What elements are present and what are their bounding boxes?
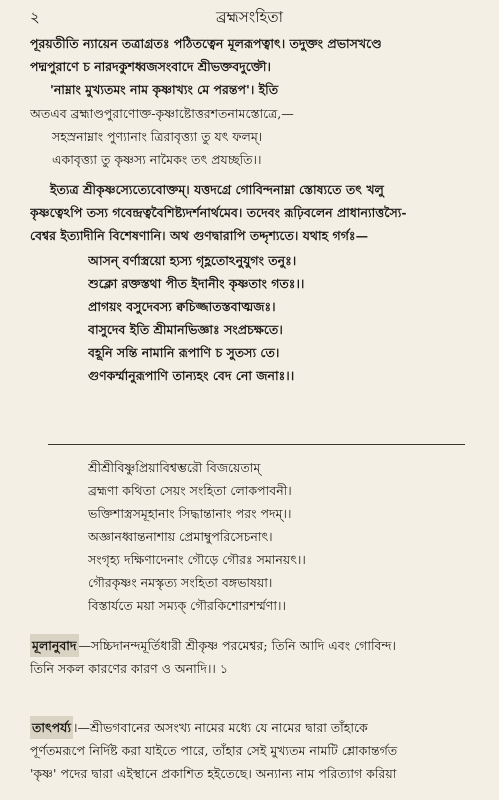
invocation: [88, 456, 477, 617]
verse-line: বাসুদেব ইতি শ্রীমানভিজ্ঞাঃ সংপ্রচক্ষতে।: [88, 322, 283, 337]
translation-text: —সচ্চিদানন্দমূর্তিধারী শ্রীকৃষ্ণ পরমেশ্বর; তিনি আদি এবং গোবিন্দ।: [78, 638, 397, 653]
translation: [30, 634, 477, 680]
section-divider: [48, 444, 465, 445]
verse-line: ভক্তিশাস্ত্রসমূহানাং সিদ্ধান্তানাং পরং পদম্।।: [88, 506, 292, 521]
invocation-heading: শ্রীশ্রীবিষ্ণুপ্রিয়াবিশ্বম্ভরৌ বিজয়েতাম্: [88, 460, 261, 475]
commentary-text: 'কৃষ্ণ' পদের দ্বারা এইস্থানে প্রকাশিত হইতেছে। অন্যান্য নাম পরিত্যাগ করিয়া: [30, 766, 397, 781]
verse-line: গুণকর্ম্মানুরূপাণি তান্যহং বেদ নো জনাঃ।।: [88, 368, 295, 383]
verse-line: গৌরকৃষ্ণং নমস্কৃত্য সংহিতা বঙ্গভাষয়া।: [88, 575, 273, 590]
verse-line: বিস্তার্যতে ময়া সম্যক্ গৌরকিশোরশর্ম্মণা।।: [88, 598, 286, 613]
commentary-text: ।—শ্রীভগবানের অসংখ্য নামের মধ্যে যে নামের দ্বারা তাঁহাকে: [73, 720, 368, 735]
commentary: [30, 716, 477, 785]
verse-line: অজ্ঞানধ্বান্তনাশায় প্রেমাম্বুপরিসেচনাৎ।: [88, 529, 273, 544]
running-title: ব্রহ্মসংহিতা: [215, 8, 283, 26]
verse-line: শুক্লো রক্তস্তথা পীত ইদানীং কৃষ্ণতাং গতঃ।।: [88, 276, 305, 291]
quote-intro: অতএব ব্রহ্মাণ্ডপুরাণোক্ত-কৃষ্ণাষ্টোত্তরশতনামস্তোত্রে,—: [30, 106, 294, 121]
text-line: বেশ্বর ইত্যাদীনি বিশেষণানি। অথ গুণদ্বারাপি তদ্দৃশ্যতে। যথাহ গর্গঃ—: [30, 228, 369, 243]
text-line: 'নাম্নাং মুখ্যতমং নাম কৃষ্ণাখ্যং মে পরন্তপ'। ইতি: [50, 82, 279, 97]
text-line: কৃষ্ণত্বেঽপি তস্য গবেন্দ্রত্ববৈশিষ্ট্যদর্শনার্থমেব। তদেবং রূঢ়িবলেন প্রাধান্যাত্তস্যৈ-: [30, 205, 407, 220]
verse-line: প্রাগয়ং বসুদেবস্য ক্বচিজ্জাতস্তবাত্মজঃ।: [88, 299, 276, 314]
paragraph-two: [30, 178, 477, 247]
verse-line: বহূনি সন্তি নামানি রূপাণি চ সুতস্য তে।: [88, 345, 280, 360]
verse-line: সহস্রনাম্নাং পুণ্যানাং ত্রিরাবৃত্ত্যা তু যৎ ফলম্।: [52, 129, 263, 144]
translation-label: মূলানুবাদ: [30, 634, 79, 657]
page-number: ২: [30, 8, 40, 26]
quote-one: [30, 102, 477, 171]
quote-two: [88, 249, 477, 387]
top-paragraph: [30, 32, 477, 101]
verse-line: ব্রহ্মণা কথিতা সেয়ং সংহিতা লোকপাবনী।: [88, 483, 292, 498]
verse-line: আসন্ বর্ণাস্ত্রয়ো হ্যস্য গৃহ্ণতোঽনুযুগং তনুঃ।: [88, 253, 297, 268]
verse-line: সংগৃহ্য দক্ষিণাদেনাং গৌড়ে গৌরঃ সমানয়ৎ।।: [88, 552, 306, 567]
text-line: ইত্যত্র শ্রীকৃষ্ণস্যেত্যেবোক্তম্। যত্তদগ্রে গোবিন্দনাম্না স্তোষ্যতে তৎ খলু: [50, 182, 384, 197]
text-line: পূরয়তীতি ন্যায়েন তত্রাগ্রতঃ পঠিতত্বেন মূলরূপত্বাৎ। তদুক্তং প্রভাসখণ্ডে: [30, 36, 382, 51]
translation-text: তিনি সকল কারণের কারণ ও অনাদি।। ১: [30, 661, 228, 676]
commentary-label: তাৎপর্য্য: [30, 716, 73, 739]
text-line: পদ্মপুরাণে চ নারদকুশধ্বজসংবাদে শ্রীভক্তবদুক্তৌ।: [30, 59, 271, 74]
verse-line: একাবৃত্ত্যা তু কৃষ্ণস্য নামৈকং তৎ প্রযচ্ছতি।।: [52, 152, 262, 167]
commentary-text: পূর্ণতমরূপে নির্দিষ্ট করা যাইতে পারে, তাঁহার সেই মুখ্যতম নামটি শ্লোকান্তর্গত: [30, 743, 398, 758]
